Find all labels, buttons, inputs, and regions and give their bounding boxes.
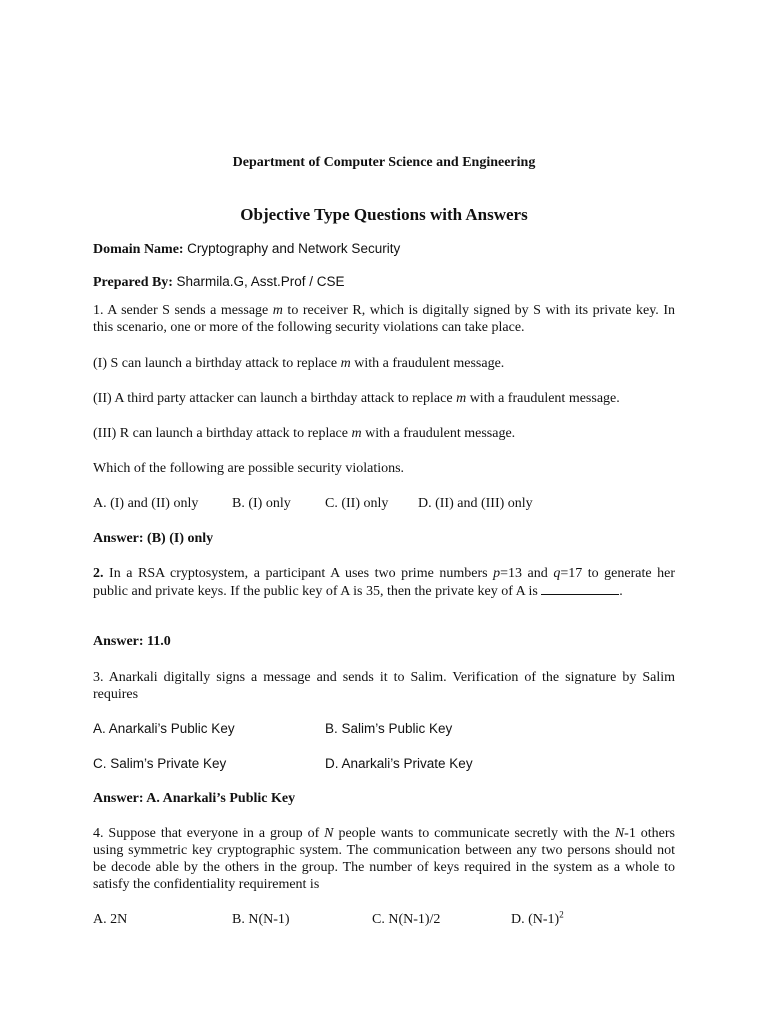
question-3-text: 3. Anarkali digitally signs a message and sends it to Salim. Verification of the signature by Salim requires: [93, 670, 675, 702]
q3-option-c: C. Salim’s Private Key: [93, 756, 227, 771]
q4-text-c: -1 others using symmetric key cryptographic system. The communication between any two persons should not be decode able by the others in the group. The number of keys required in the system as a whole to satisfy the confidentiality requirement is: [93, 826, 675, 892]
q1-text-b: to receiver R, which is digitally signed by S with its private key. In this scenario, one or more of the following security violations can take place.: [93, 303, 675, 335]
q1-stmt1-tail: with a fraudulent message.: [350, 356, 505, 371]
q3-option-a: A. Anarkali’s Public Key: [93, 721, 235, 736]
prepared-label: Prepared By:: [93, 275, 173, 290]
q2-var-p: p: [493, 566, 501, 581]
q2-text-c: =17 to generate her public and private keys. If the public key of A is 35, then the private key of A is: [93, 566, 676, 599]
q4-var-n1: N: [324, 826, 334, 841]
domain-line: [93, 240, 675, 258]
q2-var-q: q: [553, 566, 561, 581]
q2-text-a: In a RSA cryptosystem, a participant A uses two prime numbers: [103, 566, 494, 581]
q1-text-a: 1. A sender S sends a message: [93, 303, 273, 318]
q3-options-row-1: [93, 720, 693, 737]
q4-option-c: C. N(N-1)/2: [372, 912, 441, 927]
q3-option-b: B. Salim’s Public Key: [325, 721, 453, 736]
page-title: Objective Type Questions with Answers: [240, 205, 528, 224]
domain-label: Domain Name:: [93, 242, 184, 257]
q1-answer: Answer: (B) (I) only: [93, 531, 214, 546]
q1-stmt1-text: (I) S can launch a birthday attack to replace: [93, 356, 341, 371]
q4-text-a: 4. Suppose that everyone in a group of: [93, 826, 325, 841]
question-1-text: [93, 302, 675, 336]
q1-options: [93, 495, 693, 512]
q1-stmt2-tail: with a fraudulent message.: [466, 391, 620, 406]
q1-statement-2: [93, 390, 675, 407]
q2-text-b: =13 and: [500, 566, 554, 581]
department-heading: Department of Computer Science and Engineering: [232, 155, 536, 170]
q1-var-m: m: [272, 303, 283, 318]
q1-statement-3: [93, 425, 675, 442]
q1-option-b: B. (I) only: [232, 496, 291, 511]
q1-stmt3-tail: with a fraudulent message.: [361, 426, 516, 441]
q3-answer: Answer: A. Anarkali’s Public Key: [93, 791, 296, 806]
q1-stmt2-var: m: [456, 391, 467, 406]
q1-prompt: Which of the following are possible security violations.: [93, 461, 405, 476]
prepared-value: Sharmila.G, Asst.Prof / CSE: [176, 274, 345, 289]
answer-blank: [541, 582, 619, 595]
q1-option-d: D. (II) and (III) only: [418, 496, 533, 511]
q4-option-d-text: D. (N-1): [511, 912, 560, 927]
q1-stmt1-var: m: [340, 356, 351, 371]
prepared-by-line: [93, 273, 675, 291]
q4-option-b: B. N(N-1): [232, 912, 290, 927]
q4-text-b: people wants to communicate secretly with the: [333, 826, 615, 841]
q2-answer: Answer: 11.0: [93, 634, 171, 649]
q3-options-row-2: [93, 755, 693, 772]
q4-option-a: A. 2N: [93, 912, 128, 927]
domain-value: Cryptography and Network Security: [187, 241, 401, 256]
q1-stmt3-var: m: [351, 426, 362, 441]
q1-stmt2-text: (II) A third party attacker can launch a birthday attack to replace: [93, 391, 457, 406]
q4-option-d-exponent: 2: [559, 909, 564, 920]
q4-option-d: [511, 911, 564, 928]
q4-options: [93, 911, 693, 928]
q3-option-d: D. Anarkali’s Private Key: [325, 756, 473, 771]
q1-stmt3-text: (III) R can launch a birthday attack to replace: [93, 426, 352, 441]
q2-number: 2.: [93, 566, 104, 581]
q4-var-n2: N: [614, 826, 625, 841]
q2-text-d: .: [619, 584, 623, 599]
q1-option-c: C. (II) only: [325, 496, 389, 511]
q1-statement-1: [93, 355, 675, 372]
q1-option-a: A. (I) and (II) only: [93, 496, 199, 511]
question-2-text: [93, 565, 675, 600]
question-4-text: [93, 825, 675, 893]
